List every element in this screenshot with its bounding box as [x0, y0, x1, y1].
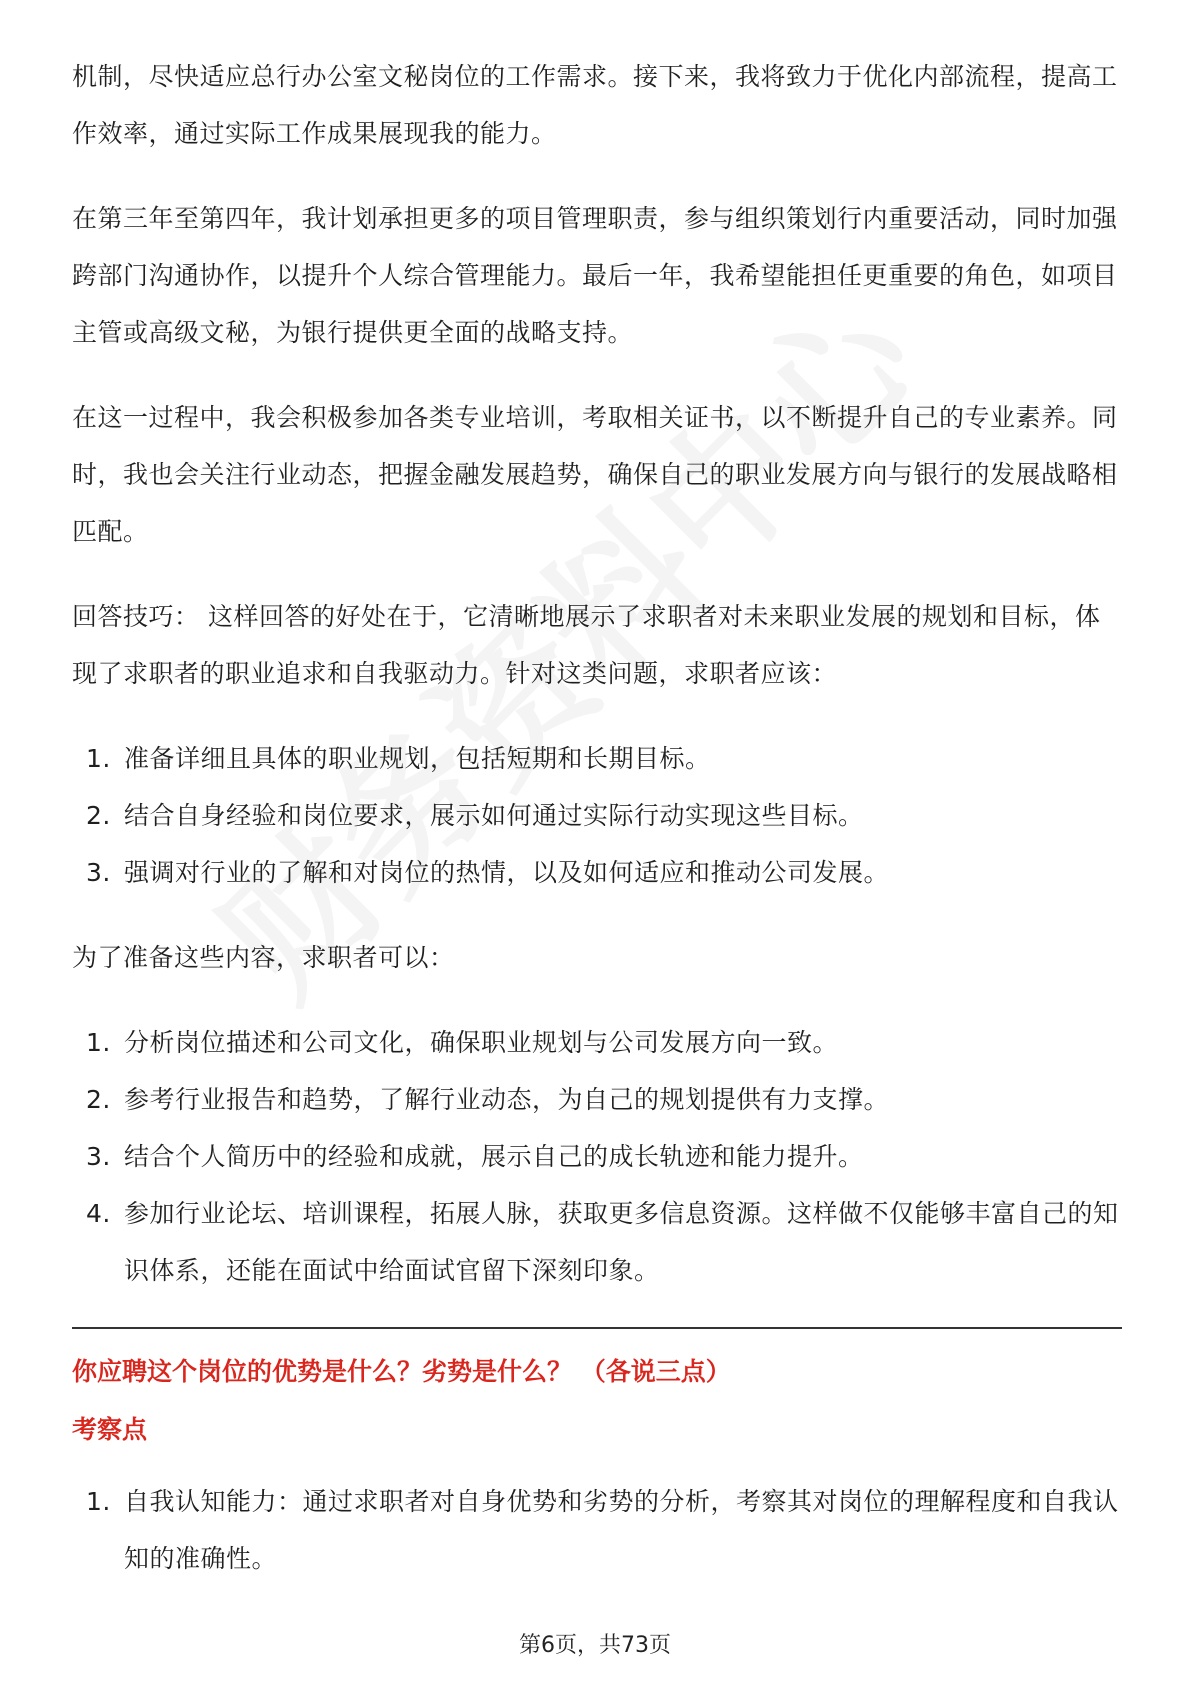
paragraph: 在第三年至第四年，我计划承担更多的项目管理职责，参与组织策划行内重要活动，同时加强跨部门沟通协作，以提升个人综合管理能力。最后一年，我希望能担任更重要的角色，如项目主管或高级文秘，为银行提供更全面的战略支持。 — [72, 204, 1118, 347]
list-number: 4. — [86, 1199, 111, 1228]
list-item-text: 结合个人简历中的经验和成就，展示自己的成长轨迹和能力提升。 — [124, 1142, 864, 1171]
preparation-list — [72, 1014, 1122, 1299]
list-item — [72, 1473, 1122, 1587]
paragraph: 机制，尽快适应总行办公室文秘岗位的工作需求。接下来，我将致力于优化内部流程，提高工作效率，通过实际工作成果展现我的能力。 — [72, 62, 1118, 148]
list-number: 3. — [86, 858, 111, 887]
question-subtitle: 考察点 — [72, 1415, 148, 1444]
list-item-text: 强调对行业的了解和对岗位的热情，以及如何适应和推动公司发展。 — [124, 858, 890, 887]
list-item-text: 结合自身经验和岗位要求，展示如何通过实际行动实现这些目标。 — [124, 801, 864, 830]
list-item-text: 参考行业报告和趋势，了解行业动态，为自己的规划提供有力支撑。 — [124, 1085, 890, 1114]
answer-tips-paragraph: 回答技巧： 这样回答的好处在于，它清晰地展示了求职者对未来职业发展的规划和目标，体现了求职者的职业追求和自我驱动力。针对这类问题，求职者应该： — [72, 602, 1101, 688]
list-number: 1. — [86, 744, 111, 773]
paragraph: 在这一过程中，我会积极参加各类专业培训，考取相关证书，以不断提升自己的专业素养。同时，我也会关注行业动态，把握金融发展趋势，确保自己的职业发展方向与银行的发展战略相匹配。 — [72, 403, 1118, 546]
list-item — [72, 1014, 1122, 1071]
list-number: 1. — [86, 1487, 111, 1516]
tips-list — [72, 730, 1122, 901]
list-item-text: 自我认知能力：通过求职者对自身优势和劣势的分析，考察其对岗位的理解程度和自我认知的准确性。 — [124, 1487, 1119, 1573]
list-item — [72, 1128, 1122, 1185]
page-content — [72, 48, 1122, 1615]
assessment-list — [72, 1473, 1122, 1587]
list-item — [72, 1071, 1122, 1128]
list-item — [72, 844, 1122, 901]
list-number: 3. — [86, 1142, 111, 1171]
question-title: 你应聘这个岗位的优势是什么？劣势是什么？ （各说三点） — [72, 1357, 731, 1386]
list-item-text: 分析岗位描述和公司文化，确保职业规划与公司发展方向一致。 — [124, 1028, 839, 1057]
list-number: 2. — [86, 801, 111, 830]
page-footer: 第6页，共73页 — [519, 1633, 671, 1658]
list-item-text: 准备详细且具体的职业规划，包括短期和长期目标。 — [124, 744, 711, 773]
section-divider — [72, 1327, 1122, 1329]
list-number: 1. — [86, 1028, 111, 1057]
list-item — [72, 787, 1122, 844]
list-item — [72, 730, 1122, 787]
paragraph: 为了准备这些内容，求职者可以： — [72, 943, 455, 972]
list-item — [72, 1185, 1122, 1299]
list-number: 2. — [86, 1085, 111, 1114]
list-item-text: 参加行业论坛、培训课程，拓展人脉，获取更多信息资源。这样做不仅能够丰富自己的知识体系，还能在面试中给面试官留下深刻印象。 — [124, 1199, 1119, 1285]
